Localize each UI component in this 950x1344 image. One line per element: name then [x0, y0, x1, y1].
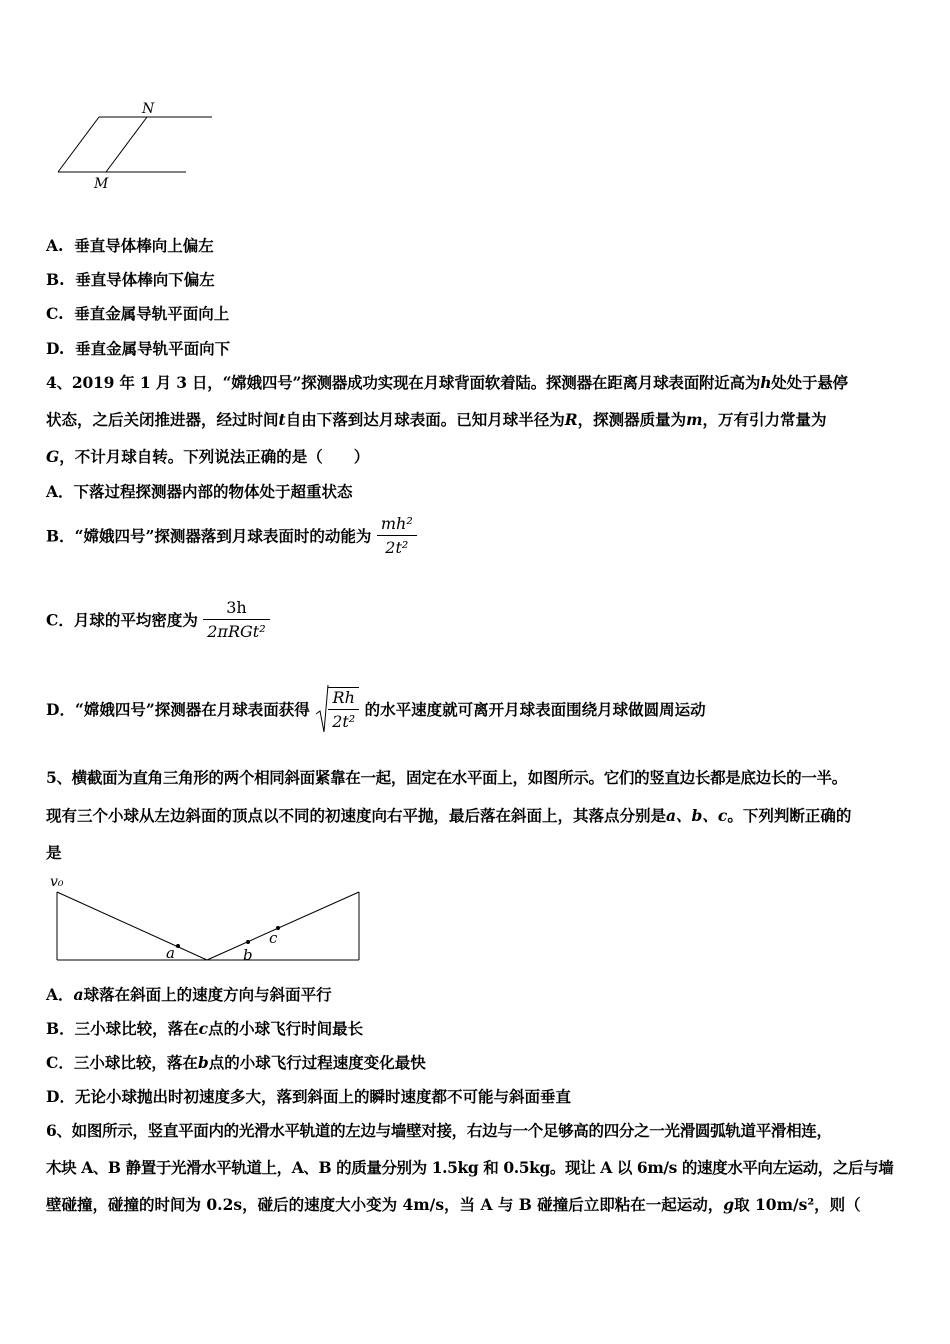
q3-option-b: B. 垂直导体棒向下偏左 [46, 270, 215, 289]
q4-option-c: C．月球的平均密度为 $\frac{3h}{\text{2πRGt²}}$ [46, 598, 270, 641]
inclines-figure [45, 868, 375, 968]
q5-stem-line3: 是 [46, 843, 62, 862]
q5-stem-line2: 现有三个小球从左边斜面的顶点以不同的初速度向右平抛，最后落在斜面上，其落点分别是a、b、c。下列判断正确的 [46, 806, 852, 825]
left-incline [57, 892, 207, 960]
q4-c-fraction: $\frac{3h}{\text{2πRGt²}}$ [203, 598, 269, 641]
left-connector [58, 117, 99, 172]
q4-option-b: B．“嫦娥四号”探测器落到月球表面时的动能为 $\frac{\text{mh²}}{\text{2t²}}$ [46, 514, 417, 557]
q4-stem-line3: G，不计月球自转。下列说法正确的是（ ） [46, 447, 370, 466]
conductor-rod-mn [106, 117, 147, 172]
q4-stem-line2: 状态，之后关闭推进器，经过时间t自由下落到达月球表面。已知月球半径为R，探测器质量为m，万有引力常量为 [46, 410, 827, 429]
label-a: a [166, 944, 175, 962]
q3-option-d: D. 垂直金属导轨平面向下 [46, 339, 231, 358]
q5-option-c: C．三小球比较，落在b点的小球飞行过程速度变化最快 [46, 1053, 426, 1072]
q4-option-a: A．下落过程探测器内部的物体处于超重状态 [46, 482, 353, 501]
q6-stem-line1: 6、如图所示，竖直平面内的光滑水平轨道的左边与墙壁对接，右边与一个足够高的四分之一光滑圆弧轨道平滑相连， [46, 1121, 832, 1140]
sqrt-radical-icon [315, 684, 329, 734]
label-c: c [269, 929, 278, 947]
q4-stem-line1: 4、2019 年 1 月 3 日，“嫦娥四号”探测器成功实现在月球背面软着陆。探测器在距离月球表面附近高为h处处于悬停 [46, 373, 848, 392]
q4-d-sqrt: $\frac{Rh}{\text{2t²}}$ [315, 684, 359, 734]
q5-option-b: B．三小球比较，落在c点的小球飞行时间最长 [46, 1019, 364, 1038]
rails-figure [50, 95, 220, 195]
label-m: M [94, 176, 109, 192]
q4-b-fraction: $\frac{\text{mh²}}{\text{2t²}}$ [377, 514, 417, 557]
q5-option-d: D．无论小球抛出时初速度多大，落到斜面上的瞬时速度都不可能与斜面垂直 [46, 1087, 571, 1106]
label-b: b [243, 946, 253, 964]
q5-option-a: A．a球落在斜面上的速度方向与斜面平行 [46, 985, 332, 1004]
label-n: N [142, 101, 155, 117]
q5-stem-line1: 5、横截面为直角三角形的两个相同斜面紧靠在一起，固定在水平面上，如图所示。它们的竖直边长都是底边长的一半。 [46, 768, 847, 787]
label-v0: v₀ [50, 874, 64, 890]
right-incline [207, 892, 359, 960]
q6-stem-line3: 壁碰撞，碰撞的时间为 0.2s，碰后的速度大小变为 4m/s，当 A 与 B 碰撞后立即粘在一起运动，g取 10m/s²，则（ [46, 1195, 861, 1214]
q4-option-d: D．“嫦娥四号”探测器在月球表面获得 $\frac{Rh}{\text{2t²}}$ 的水平速度就可离开月球表面围绕月球做圆周运动 [46, 684, 706, 734]
point-b-dot [246, 940, 250, 944]
q3-option-a: A. 垂直导体棒向上偏左 [46, 236, 214, 255]
q6-stem-line2: 木块 A、B 静置于光滑水平轨道上，A、B 的质量分别为 1.5kg 和 0.5kg。现让 A 以 6m/s 的速度水平向左运动，之后与墙 [46, 1158, 894, 1177]
q3-option-c: C. 垂直金属导轨平面向上 [46, 304, 230, 323]
point-a-dot [176, 944, 180, 948]
